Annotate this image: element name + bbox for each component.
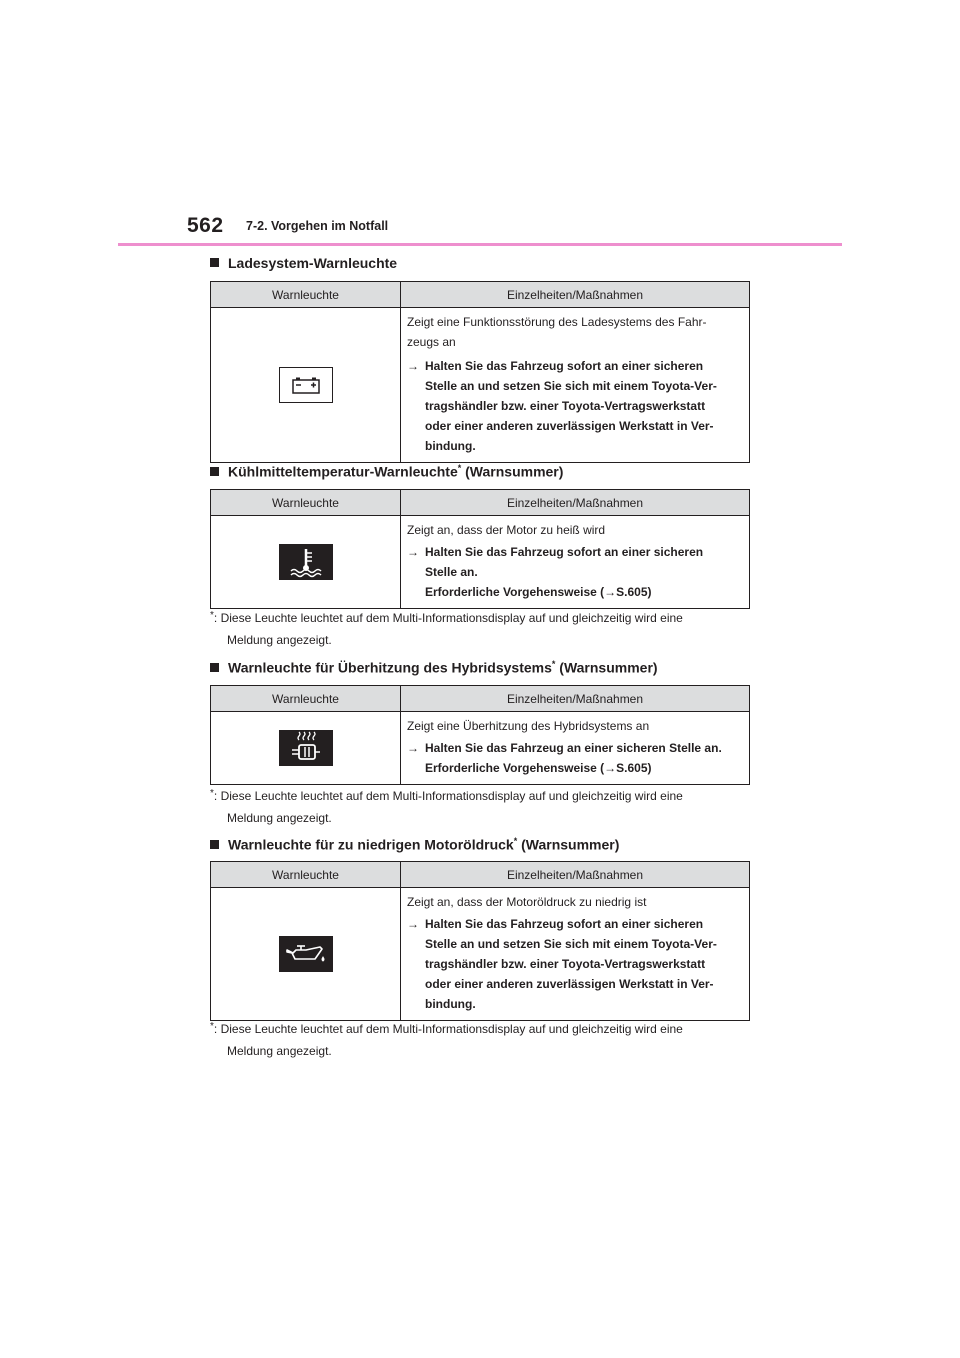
bullet-square-icon xyxy=(210,663,219,672)
footnote-marker: * xyxy=(457,463,462,473)
action-line: oder einer anderen zuverlässigen Werkstatt in Ver- xyxy=(425,977,714,991)
section-title-coolant: Kühlmitteltemperatur-Warnleuchte* (Warnsummer) xyxy=(210,463,563,480)
col-header-details: Einzelheiten/Maßnahmen xyxy=(401,686,750,712)
col-header-lamp: Warnleuchte xyxy=(211,862,401,888)
battery-icon xyxy=(279,367,333,403)
action-line: Halten Sie das Fahrzeug an einer sicheren Stelle an. xyxy=(425,741,722,755)
description-line: Zeigt an, dass der Motor zu heiß wird xyxy=(407,523,606,537)
col-header-details: Einzelheiten/Maßnahmen xyxy=(401,490,750,516)
action-line: Stelle an und setzen Sie sich mit einem Toyota-Ver- xyxy=(425,937,717,951)
action-line: Stelle an. xyxy=(425,565,478,579)
action-line: Erforderliche Vorgehensweise (→S.605) xyxy=(425,761,652,775)
arrow-icon: → xyxy=(407,917,419,931)
footnote-marker: * xyxy=(513,836,518,846)
col-header-details: Einzelheiten/Maßnahmen xyxy=(401,862,750,888)
action-line: oder einer anderen zuverlässigen Werkstatt in Ver- xyxy=(425,419,714,433)
action-line: bindung. xyxy=(425,997,476,1011)
action-line: Stelle an und setzen Sie sich mit einem Toyota-Ver- xyxy=(425,379,717,393)
footnote-marker: * xyxy=(551,659,556,669)
warning-table-charging xyxy=(210,281,750,463)
footnote: *: Diese Leuchte leuchtet auf dem Multi-Informationsdisplay auf und gleichzeitig wird eine Meldung angezeigt. xyxy=(210,610,683,647)
bullet-square-icon xyxy=(210,258,219,267)
description-line: Zeigt eine Funktionsstörung des Ladesystems des Fahr- xyxy=(407,315,707,329)
arrow-icon: → xyxy=(407,359,419,373)
footnote: *: Diese Leuchte leuchtet auf dem Multi-Informationsdisplay auf und gleichzeitig wird eine Meldung angezeigt. xyxy=(210,788,683,825)
warning-table-coolant xyxy=(210,489,750,609)
footnote: *: Diese Leuchte leuchtet auf dem Multi-Informationsdisplay auf und gleichzeitig wird eine Meldung angezeigt. xyxy=(210,1021,683,1058)
bullet-square-icon xyxy=(210,840,219,849)
arrow-icon: → xyxy=(407,741,419,755)
action-line: Halten Sie das Fahrzeug sofort an einer sicheren xyxy=(425,917,704,931)
oil-pressure-icon xyxy=(279,936,333,972)
bullet-square-icon xyxy=(210,467,219,476)
section-title-oil-pressure: Warnleuchte für zu niedrigen Motoröldruck* (Warnsummer) xyxy=(210,836,619,853)
header-rule xyxy=(118,243,842,246)
section-title-charging: Ladesystem-Warnleuchte xyxy=(210,255,397,271)
action-line: bindung. xyxy=(425,439,476,453)
col-header-details: Einzelheiten/Maßnahmen xyxy=(401,282,750,308)
arrow-icon: → xyxy=(407,545,419,559)
section-title-hybrid: Warnleuchte für Überhitzung des Hybridsystems* (Warnsummer) xyxy=(210,659,658,676)
description-line: zeugs an xyxy=(407,335,456,349)
warning-table-oil-pressure xyxy=(210,861,750,1021)
action-line: Halten Sie das Fahrzeug sofort an einer sicheren xyxy=(425,545,704,559)
action-line: tragshändler bzw. einer Toyota-Vertragswerkstatt xyxy=(425,399,706,413)
warning-table-hybrid xyxy=(210,685,750,785)
description-line: Zeigt an, dass der Motoröldruck zu niedrig ist xyxy=(407,895,647,909)
col-header-lamp: Warnleuchte xyxy=(211,686,401,712)
action-line: Erforderliche Vorgehensweise (→S.605) xyxy=(425,585,652,599)
col-header-lamp: Warnleuchte xyxy=(211,282,401,308)
action-line: tragshändler bzw. einer Toyota-Vertragswerkstatt xyxy=(425,957,706,971)
col-header-lamp: Warnleuchte xyxy=(211,490,401,516)
page-number: 562 xyxy=(187,214,224,237)
coolant-temperature-icon xyxy=(279,544,333,580)
chapter-title: 7-2. Vorgehen im Notfall xyxy=(246,219,389,233)
action-line: Halten Sie das Fahrzeug sofort an einer sicheren xyxy=(425,359,704,373)
hybrid-system-overheat-icon xyxy=(279,730,333,766)
description-line: Zeigt eine Überhitzung des Hybridsystems an xyxy=(407,719,650,733)
